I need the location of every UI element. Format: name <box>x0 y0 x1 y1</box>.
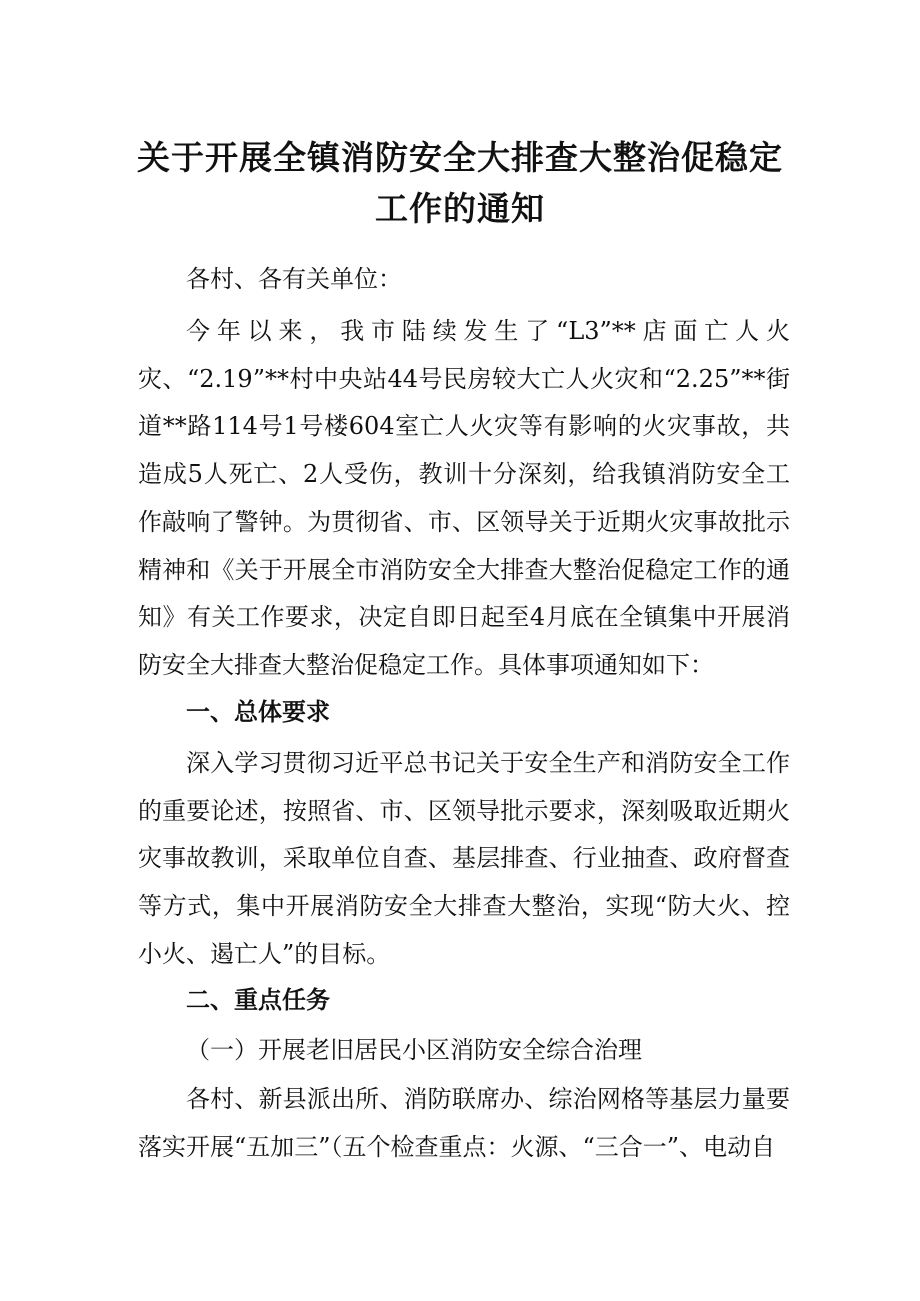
section-heading-key-tasks: 二、重点任务 <box>186 986 330 1014</box>
salutation: 各村、各有关单位： <box>186 265 402 293</box>
general-requirements-paragraph: 深入学习贯彻习近平总书记关于安全生产和消防安全工作的重要论述，按照省、市、区领导批示要求，深刻吸取近期火灾事故教训，采取单位自查、基层排查、行业抽查、政府督查等方式，集中开展消防安全大排查大整治，实现“防大火、控小火、遏亡人”的目标。 <box>138 749 790 968</box>
old-residential-areas-paragraph: 各村、新县派出所、消防联席办、综治网格等基层力量要落实开展“五加三”（五个检查重点：火源、“三合一”、电动自 <box>138 1085 790 1161</box>
section-heading-general-requirements: 一、总体要求 <box>186 698 330 726</box>
document-title-line-1: 关于开展全镇消防安全大排查大整治促稳定 <box>137 138 783 177</box>
intro-paragraph: 今年以来，我市陆续发生了“L3”**店面亡人火灾、“2.19”**村中央站44号民房较大亡人火灾和“2.25”**街道**路114号1号楼604室亡人火灾等有影响的火灾事故，共造成5人死亡、2人受伤，教训十分深刻，给我镇消防安全工作敲响了警钟。为贯彻省、市、区领导关于近期火灾事故批示精神和《关于开展全市消防安全大排查大整治促稳定工作的通知》有关工作要求，决定自即日起至4月底在全镇集中开展消防安全大排查大整治促稳定工作。具体事项通知如下： <box>138 317 790 679</box>
document-title-line-2: 工作的通知 <box>375 189 545 228</box>
subsection-heading-old-residential-areas: （一）开展老旧居民小区消防安全综合治理 <box>186 1036 642 1064</box>
